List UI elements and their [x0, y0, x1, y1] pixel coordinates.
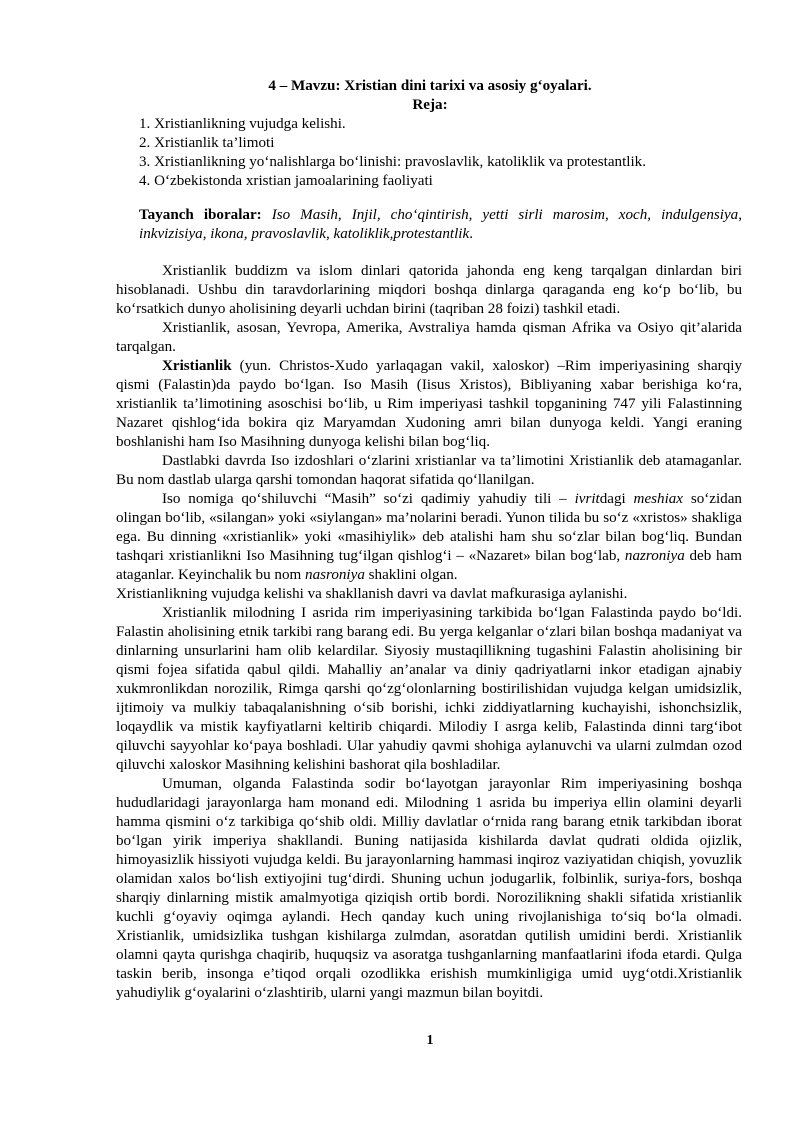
paragraph-7: Xristianlik milodning I asrida rim imperiyasining tarkibida bo‘lgan Falastinda paydo bo‘ldi. Falastin aholisining etnik tarkibi rang barang edi. Bu yerga kelganlar o‘zlari bilan boshqa madaniyat va dinlarning unsurlarini ham olib kelardilar. Siyosiy mustaqillikning tugashini Falastin aholisining bir qismi fojea sifatida qabul qildi. Mahalliy an’analar va diniy qadriyatlarni inkor etadigan ajnabiy xukmronlikdan norozilik, Rimga qarshi qo‘zg‘olonlarning bostirilishidan vujudga kelgan umidsizlik, ijtimoiy va mulkiy tabaqalanishning o‘sib borishi, ichki ziddiyatlarning kuchayishi, ishonchsizlik, loqaydlik va mistik kayfiyatlarni keltirib chiqardi. Milodiy I asrga kelib, Falastinda dinni targ‘ibot qiluvchi sayyohlar ko‘paya boshladi. Ular yahudiy qavmi shohiga aylanuvchi va ularni zulmdan ozod qiluvchi xaloskor Masihning kelishini bashorat qila boshladilar.	[116, 605, 742, 773]
paragraph-2: Xristianlik, asosan, Yevropa, Amerika, Avstraliya hamda qisman Afrika va Osiyo qit’alarida tarqalgan.	[116, 320, 742, 355]
page-number: 1	[426, 1033, 434, 1048]
paragraph-5-text-b: dagi	[599, 491, 634, 507]
document-title: 4 – Mavzu: Xristian dini tarixi va asosiy g‘oyalari.	[268, 78, 592, 94]
paragraph-5-text-d: deb ham ataganlar. Keyinchalik bu nom	[116, 548, 743, 583]
plan-item: 4. O‘zbekistonda xristian jamoalarining faoliyati	[139, 173, 433, 189]
plan-item: 3. Xristianlikning yo‘nalishlarga bo‘linishi: pravoslavlik, katoliklik va protestantlik.	[139, 154, 646, 170]
paragraph-5-text-c: so‘zidan olingan bo‘lib, «silangan» yoki «siylangan» ma’nolarini beradi. Yunon tilida bu so‘z «xristos» shakliga ega. Bu dinning «xristianlik» yoki «masihiylik» deb atalishi ham shu so‘zlar bilan bog‘liq. Bundan tashqari xristianlikni Iso Masihning tug‘ilgan qishlog‘i – «Nazaret» bilan bog‘lab,	[116, 491, 742, 564]
keywords-text: Iso Masih, Injil, cho‘qintirish, yetti sirli marosim, xoch, indulgensiya, inkvizisiya, ikona, pravoslavlik, katoliklik,protestantlik	[139, 207, 742, 242]
plan-item: 2. Xristianlik ta’limoti	[139, 135, 275, 151]
term-ivrit: ivrit	[574, 491, 600, 507]
plan-heading: Reja:	[412, 97, 448, 113]
paragraph-3	[116, 357, 742, 452]
paragraph-8: Umuman, olganda Falastinda sodir bo‘layotgan jarayonlar Rim imperiyasining boshqa hududlaridagi jarayonlarga ham monand edi. Milodning 1 asrida bu imperiya ellin olamini deyarli hamma qismini o‘z tarkibiga qo‘shib oldi. Milliy davlatlar o‘rnida rang barang etnik tarkibdan iborat bo‘lgan yirik imperiya shakllandi. Buning natijasida kishilarda davlat qudrati oldida ojizlik, himoyasizlik hissiyoti vujudga keldi. Bu jarayonlarning hammasi inqiroz vaziyatidan chiqish, yovuzlik olamidan xalos bo‘lish extiyojini tug‘dirdi. Shuning uchun jodugarlik, folbinlik, suriya-fors, boshqa sharqiy dinlarning mistik amalmyotiga qiziqish ortib bordi. Norozilikning shakli sifatida xristianlik kuchli g‘oyaviy oqimga aylandi. Hech qanday kuch uning rivojlanishiga to‘siq bo‘la olmadi. Xristianlik, umidsizlika tushgan kishilarga zulmdan, asoratdan qutilish umidini berdi. Xristianlik olamni qayta qurishga chaqirib, huquqsiz va asoratga tushganlarning manfaatlarini ifoda etardi. Qulga taskin berib, insonga e’tiqod orqali ozodlikka erishish mumkinligiga umid uyg‘otdi.Xristianlik yahudiylik g‘oyalarini o‘zlashtirib, ularni yangi mazmun bilan boyitdi.	[116, 776, 742, 1001]
section-subheading: Xristianlikning vujudga kelishi va shakllanish davri va davlat mafkurasiga aylanishi.	[116, 586, 628, 602]
term-nasroniya: nasroniya	[305, 567, 365, 583]
keywords-end: .	[469, 226, 473, 242]
term-nazroniya: nazroniya	[624, 548, 685, 564]
keywords-block	[139, 206, 742, 244]
term-meshiax: meshiax	[633, 491, 684, 507]
paragraph-5	[116, 490, 742, 585]
paragraph-4: Dastlabki davrda Iso izdoshlari o‘zlarini xristianlar va ta’limotini Xristianlik deb atamaganlar. Bu nom dastlab ularga qarshi tomondan haqorat sifatida qo‘llanilgan.	[116, 453, 742, 488]
keywords-label: Tayanch iboralar:	[139, 207, 262, 223]
paragraph-1: Xristianlik buddizm va islom dinlari qatorida jahonda eng keng tarqalgan dinlardan biri hisoblanadi. Ushbu din taravdorlarining miqdori boshqa dinlarga qaraganda eng ko‘p bo‘lib, bu ko‘rsatkich dunyo aholisining deyarli uchdan birini (taqriban 28 foizi) tashkil etadi.	[116, 263, 742, 317]
plan-list	[139, 115, 759, 191]
term-xristianlik: Xristianlik	[162, 358, 232, 374]
paragraph-5-text-a: Iso nomiga qo‘shiluvchi “Masih” so‘zi qadimiy yahudiy tili –	[162, 491, 575, 507]
paragraph-3-text: (yun. Christos-Xudo yarlaqagan vakil, xaloskor) –Rim imperiyasining sharqiy qismi (Falastin)da paydo bo‘lgan. Iso Masih (Iisus Xristos), Bibliyaning xabar berishiga ko‘ra, xristianlik ta’limotining asoschisi bo‘lib, u Rim imperiyasi tashkil topganining 747 yili Falastinning Nazaret qishlog‘ida bokira qiz Maryamdan Xudoning amri bilan dunyoga keldi. Yangi eraning boshlanishi ham Iso Masihning dunyoga kelishi bilan bog‘liq.	[116, 358, 742, 450]
paragraph-5-text-e: shaklini olgan.	[364, 567, 458, 583]
plan-item: 1. Xristianlikning vujudga kelishi.	[139, 116, 346, 132]
document-body	[116, 262, 742, 1003]
